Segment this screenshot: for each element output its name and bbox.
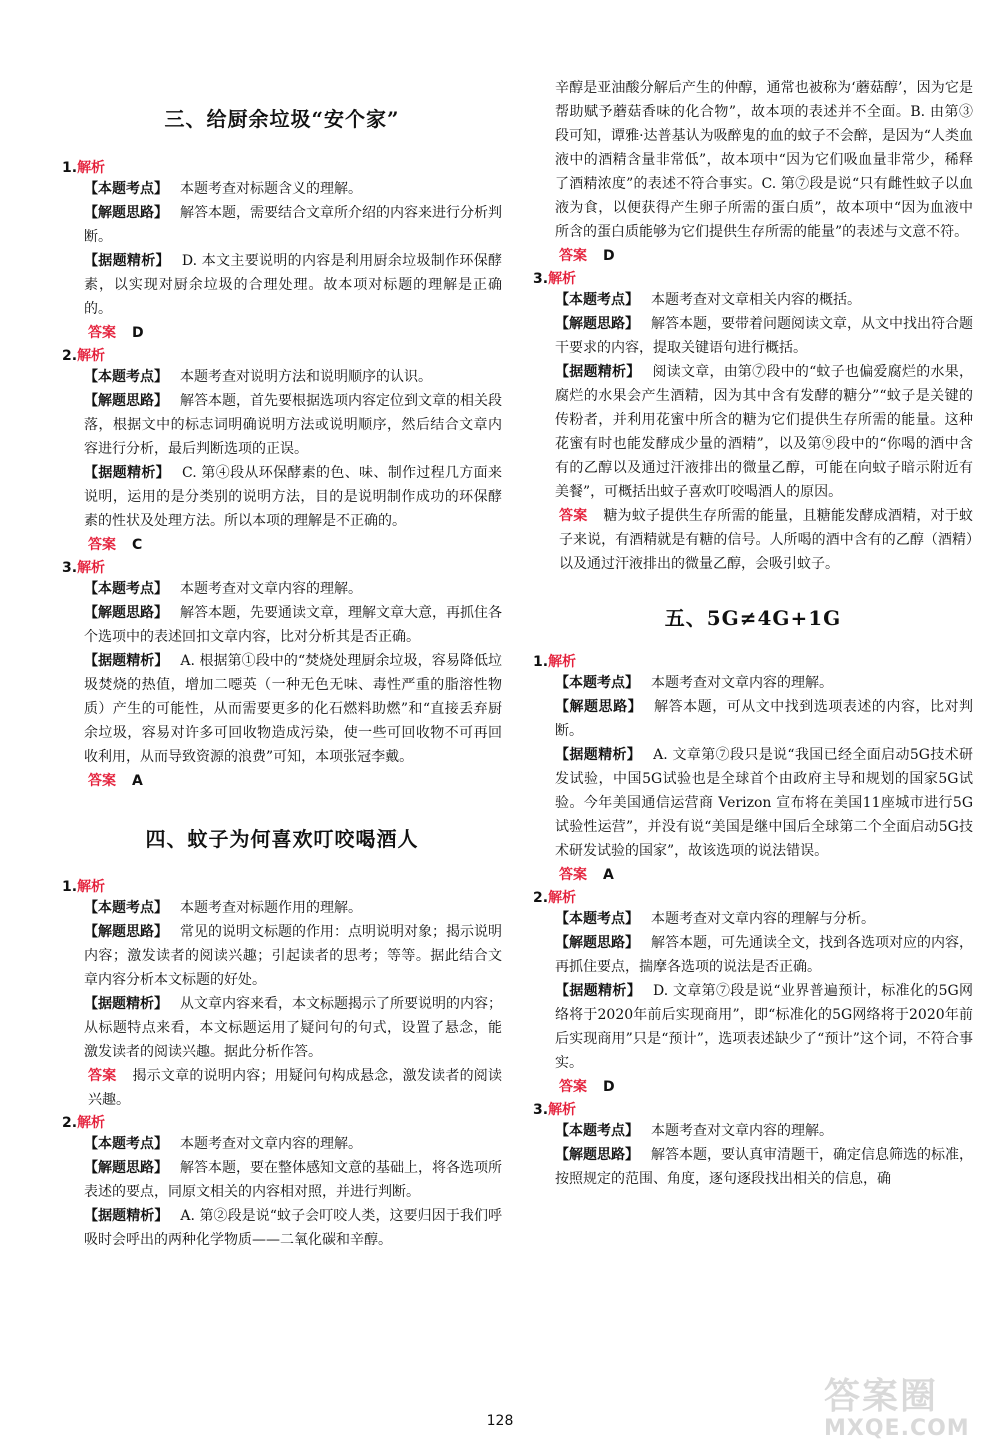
page-number: 128 bbox=[486, 1413, 514, 1429]
tag-kaodian: 【本题考点】 bbox=[84, 181, 168, 197]
question-2 bbox=[533, 887, 973, 907]
answer-value: 糖为蚊子提供生存所需的能量，且糖能发酵成酒精，对于蚊子来说，有酒精就是有糖的信号。人所喝的酒中含有的乙醇（酒精）以及通过汗液排出的微量乙醇，会吸引蚊子。 bbox=[559, 508, 974, 572]
tag-silu: 【解题思路】 bbox=[555, 316, 639, 332]
answer-row bbox=[88, 321, 502, 345]
answer-value: A bbox=[132, 773, 143, 789]
question-2 bbox=[62, 1112, 502, 1132]
text-span: 1. bbox=[62, 879, 78, 895]
jingxi-text: A. 文章第⑦段只是说“我国已经全面启动5G技术研发试验，中国5G试验也是全球首个由政府主导和规划的国家5G试验。今年美国通信运营商 Verizon 宣布将在美国11座城市进行5G试验性运营”，并没有说“美国是继中国后全球第二个全面启动5G技术研发试验的国家”，故该选项的说法错误。 bbox=[555, 747, 974, 859]
text-span: 2. bbox=[62, 1115, 78, 1131]
question-3 bbox=[533, 1099, 973, 1119]
kaodian-text: 本题考查对文章内容的理解。 bbox=[180, 1136, 362, 1152]
tag-jingxi: 【据题精析】 bbox=[555, 364, 641, 380]
text-span: 2. bbox=[62, 348, 78, 364]
section-title-5: 五、5G≠4G+1G bbox=[664, 606, 842, 630]
tag-kaodian: 【本题考点】 bbox=[555, 292, 639, 308]
watermark-big-text: 答案圈 bbox=[824, 1376, 939, 1417]
jingxi-text: C. 第④段从环保酵素的色、味、制作过程几方面来说明，运用的是分类别的说明方法，目的是说明制作成功的环保酵素的性状及处理方法。所以本项的理解是不正确的。 bbox=[84, 465, 502, 529]
answer-value: D bbox=[132, 325, 144, 341]
answer-value: D bbox=[603, 1079, 615, 1095]
jingxi-text: 从文章内容来看，本文标题揭示了所要说明的内容；从标题特点来看，本文标题运用了疑问句的句式，设置了悬念，能激发读者的阅读兴趣。据此分析作答。 bbox=[84, 996, 502, 1060]
text-span: 答案 bbox=[559, 1079, 587, 1095]
tag-silu: 【解题思路】 bbox=[555, 935, 639, 951]
tag-kaodian: 【本题考点】 bbox=[84, 581, 168, 597]
question-1 bbox=[533, 651, 973, 671]
answer-row bbox=[559, 244, 973, 268]
answer-value: 揭示文章的说明内容；用疑问句构成悬念，激发读者的阅读兴趣。 bbox=[88, 1068, 503, 1108]
watermark-logo bbox=[824, 1378, 994, 1448]
kaodian-text: 本题考查对文章内容的理解。 bbox=[651, 1123, 833, 1139]
kaodian-text: 本题考查对文章内容的理解。 bbox=[651, 675, 833, 691]
answer-value: D bbox=[603, 248, 615, 264]
text-span: 解析 bbox=[548, 1102, 577, 1118]
silu-text: 常见的说明文标题的作用：点明说明对象；揭示说明内容；激发读者的阅读兴趣；引起读者的思考；等等。据此结合文章内容分析本文标题的好处。 bbox=[84, 924, 502, 988]
text-span: 3. bbox=[533, 271, 549, 287]
text-span: 答案 bbox=[88, 773, 116, 789]
tag-silu: 【解题思路】 bbox=[84, 1160, 168, 1176]
jingxi-text: A. 第②段是说“蚊子会叮咬人类，这要归因于我们呼吸时会呼出的两种化学物质——二氧化碳和辛醇。 bbox=[84, 1208, 503, 1248]
tag-jingxi: 【据题精析】 bbox=[84, 253, 170, 269]
tag-kaodian: 【本题考点】 bbox=[84, 1136, 168, 1152]
tag-jingxi: 【据题精析】 bbox=[84, 465, 170, 481]
jingxi-text: D. 文章第⑦段是说“业界普遍预计，标准化的5G网络将于2020年前后实现商用”，即“标准化的5G网络将于2020年前后实现商用”只是“预计”，选项表述缺少了“预计”这个词，不符合事实。 bbox=[555, 983, 974, 1071]
silu-text: 解答本题，可从文中找到选项表述的内容，比对判断。 bbox=[555, 699, 974, 739]
tag-silu: 【解题思路】 bbox=[84, 924, 168, 940]
answer-value: A bbox=[603, 867, 614, 883]
watermark-url: MXQE.COM bbox=[824, 1416, 970, 1441]
answer-row bbox=[88, 1064, 502, 1112]
tag-kaodian: 【本题考点】 bbox=[555, 911, 639, 927]
kaodian-text: 本题考查对标题含义的理解。 bbox=[180, 181, 362, 197]
kaodian-text: 本题考查对文章相关内容的概括。 bbox=[651, 292, 861, 308]
silu-text: 解答本题，需要结合文章所介绍的内容来进行分析判断。 bbox=[84, 205, 502, 245]
silu-text: 解答本题，要认真审清题干，确定信息筛选的标准，按照规定的范围、角度，逐句逐段找出相关的信息，确 bbox=[555, 1147, 973, 1187]
text-span: 解析 bbox=[77, 560, 106, 576]
question-1 bbox=[62, 157, 502, 177]
section-title-4: 四、蚊子为何喜欢叮咬喝酒人 bbox=[145, 827, 419, 851]
jingxi-text: A. 根据第①段中的“焚烧处理厨余垃圾，容易降低垃圾焚烧的热值，增加二噁英（一种无色无味、毒性严重的脂溶性物质）产生的可能性，从而需要更多的化石燃料助燃”和“直接丢弃厨余垃圾，容易对许多可回收物造成污染，使一些可回收物不可再回收利用，从而导致资源的浪费”可知，本项张冠李戴。 bbox=[84, 653, 503, 765]
text-span: 答案 bbox=[559, 867, 587, 883]
question-3 bbox=[62, 557, 502, 577]
silu-text: 解答本题，要在整体感知文意的基础上，将各选项所表述的要点，同原文相关的内容相对照，并进行判断。 bbox=[84, 1160, 502, 1200]
answer-row bbox=[559, 504, 973, 576]
text-span: 解析 bbox=[77, 1115, 106, 1131]
tag-kaodian: 【本题考点】 bbox=[84, 369, 168, 385]
question-1 bbox=[62, 876, 502, 896]
answer-row bbox=[559, 863, 973, 887]
tag-jingxi: 【据题精析】 bbox=[84, 653, 169, 669]
text-span: 答案 bbox=[88, 1068, 117, 1084]
analysis-label: 解析 bbox=[77, 160, 106, 176]
text-span: 答案 bbox=[559, 508, 588, 524]
silu-text: 解答本题，要带着问题阅读文章，从文中找出符合题干要求的内容，提取关键语句进行概括。 bbox=[555, 316, 973, 356]
text-span: 2. bbox=[533, 890, 549, 906]
tag-kaodian: 【本题考点】 bbox=[555, 675, 639, 691]
tag-jingxi: 【据题精析】 bbox=[84, 1208, 169, 1224]
continued-text: 辛醇是亚油酸分解后产生的仲醇，通常也被称为‘蘑菇醇’，因为它是帮助赋予蘑菇香味的化合物”，故本项的表述并不全面。B. 由第③段可知，谭雅·达普基认为吸醉鬼的血的蚊子不会醉，是因为“人类血液中的酒精含量非常低”，故本项中“因为它们吸血量非常少，稀释了酒精浓度”的表述不符合事实。C. 第⑦段是说“只有雌性蚊子以血液为食，以便获得产生卵子所需的蛋白质”，故本项中“因为血液中所含的蛋白质能够为它们提供生存所需的能量”的表述与文意不符。 bbox=[555, 80, 973, 240]
tag-silu: 【解题思路】 bbox=[555, 699, 643, 715]
tag-silu: 【解题思路】 bbox=[84, 205, 168, 221]
tag-silu: 【解题思路】 bbox=[555, 1147, 639, 1163]
text-span: 1. bbox=[533, 654, 549, 670]
jingxi-text: D. 本文主要说明的内容是利用厨余垃圾制作环保酵素，以实现对厨余垃圾的合理处理。故本项对标题的理解是正确的。 bbox=[84, 253, 503, 317]
question-2 bbox=[62, 345, 502, 365]
question-number: 1. bbox=[62, 160, 78, 176]
kaodian-text: 本题考查对文章内容的理解与分析。 bbox=[651, 911, 875, 927]
text-span: 解析 bbox=[77, 879, 106, 895]
tag-kaodian: 【本题考点】 bbox=[555, 1123, 639, 1139]
text-span: 3. bbox=[62, 560, 78, 576]
section-title-3: 三、给厨余垃圾“安个家” bbox=[164, 107, 400, 131]
tag-silu: 【解题思路】 bbox=[84, 393, 168, 409]
answer-row bbox=[88, 533, 502, 557]
kaodian-text: 本题考查对说明方法和说明顺序的认识。 bbox=[180, 369, 432, 385]
tag-jingxi: 【据题精析】 bbox=[84, 996, 168, 1012]
silu-text: 解答本题，可先通读全文，找到各选项对应的内容，再抓住要点，揣摩各选项的说法是否正确。 bbox=[555, 935, 973, 975]
text-span: 答案 bbox=[559, 248, 587, 264]
question-3 bbox=[533, 268, 973, 288]
answer-row bbox=[559, 1075, 973, 1099]
silu-text: 解答本题，先要通读文章，理解文章大意，再抓住各个选项中的表述回扣文章内容，比对分析其是否正确。 bbox=[84, 605, 502, 645]
silu-text: 解答本题，首先要根据选项内容定位到文章的相关段落，根据文中的标志词明确说明方法或说明顺序，然后结合文章内容进行分析，最后判断选项的正误。 bbox=[84, 393, 502, 457]
kaodian-text: 本题考查对标题作用的理解。 bbox=[180, 900, 362, 916]
text-span: 解析 bbox=[548, 271, 577, 287]
text-span: 答案 bbox=[88, 325, 116, 341]
text-span: 解析 bbox=[77, 348, 106, 364]
answer-row bbox=[88, 769, 502, 793]
kaodian-text: 本题考查对文章内容的理解。 bbox=[180, 581, 362, 597]
tag-jingxi: 【据题精析】 bbox=[555, 747, 642, 763]
right-column bbox=[533, 0, 973, 1191]
tag-silu: 【解题思路】 bbox=[84, 605, 168, 621]
text-span: 解析 bbox=[548, 654, 577, 670]
text-span: 3. bbox=[533, 1102, 549, 1118]
text-span: 解析 bbox=[548, 890, 577, 906]
text-span: 答案 bbox=[88, 537, 116, 553]
left-column bbox=[62, 0, 502, 1252]
jingxi-text: 阅读文章，由第⑦段中的“蚊子也偏爱腐烂的水果，腐烂的水果会产生酒精，因为其中含有发酵的糖分”“蚊子是关键的传粉者，并利用花蜜中所含的糖为它们提供生存所需的能量。这种花蜜有时也能发酵成少量的酒精”，以及第⑨段中的“你喝的酒中含有的乙醇以及通过汗液排出的微量乙醇，可能在向蚊子暗示附近有美餐”，可概括出蚊子喜欢叮咬喝酒人的原因。 bbox=[555, 364, 974, 500]
tag-jingxi: 【据题精析】 bbox=[555, 983, 642, 999]
tag-kaodian: 【本题考点】 bbox=[84, 900, 168, 916]
answer-value: C bbox=[132, 537, 143, 553]
